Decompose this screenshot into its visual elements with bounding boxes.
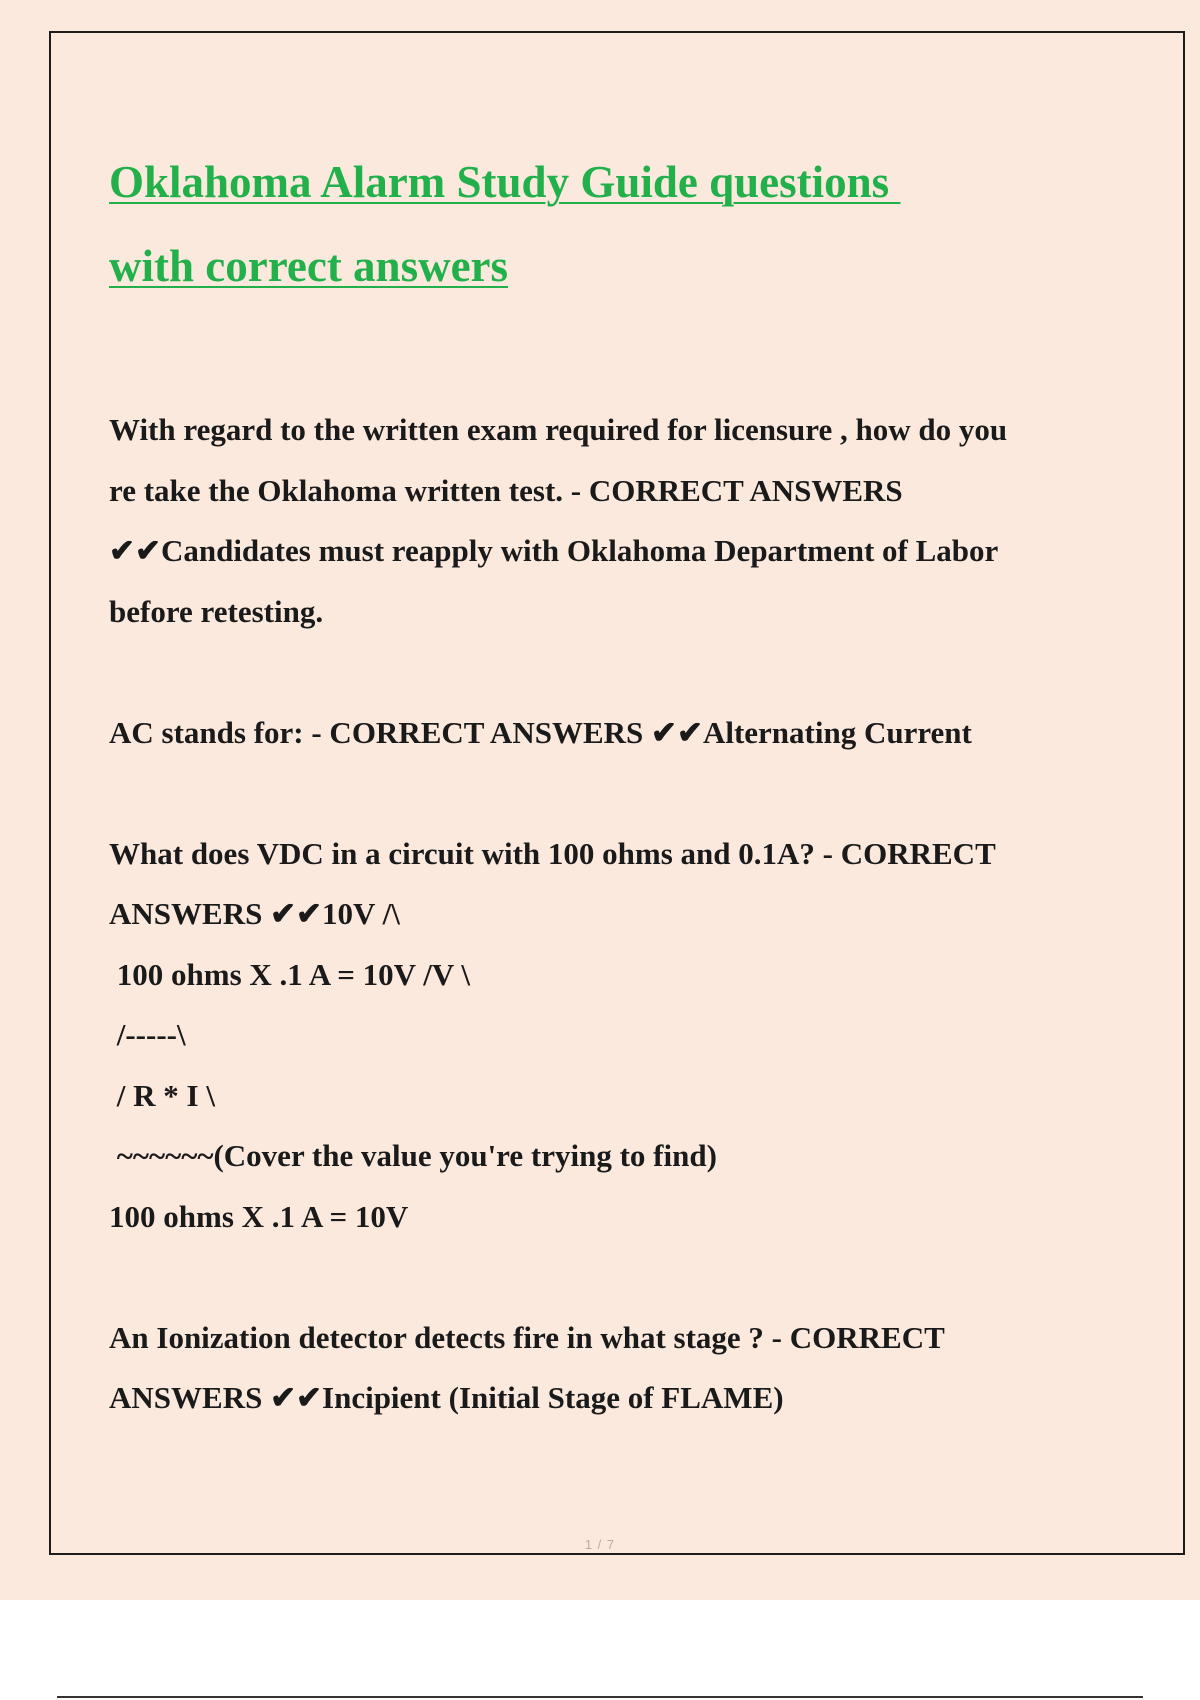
document-content (109, 140, 1069, 1489)
qa-line: 100 ohms X .1 A = 10V (109, 1198, 409, 1234)
qa-line: re take the Oklahoma written test. - CORRECT ANSWERS (109, 472, 903, 508)
qa-line: / R * I \ (109, 1077, 215, 1113)
qa-item-licensure-retest (109, 400, 1069, 642)
qa-item-ionization-detector (109, 1308, 1069, 1429)
qa-line: ~~~~~~(Cover the value you're trying to find) (109, 1138, 717, 1173)
qa-line: 100 ohms X .1 A = 10V /V \ (109, 956, 471, 992)
title-line-text: Oklahoma Alarm Study Guide questions (109, 157, 901, 207)
qa-line: before retesting. (109, 593, 324, 629)
title-line-text: with correct answers (109, 241, 509, 291)
qa-line: What does VDC in a circuit with 100 ohms and 0.1A? - CORRECT (109, 835, 996, 871)
qa-line: An Ionization detector detects fire in what stage ? - CORRECT (109, 1319, 945, 1355)
qa-line: ANSWERS ✔✔Incipient (Initial Stage of FLAME) (109, 1380, 784, 1415)
footer-divider (57, 1696, 1143, 1698)
qa-list (109, 400, 1069, 1429)
qa-item-ac-meaning (109, 703, 1069, 764)
qa-line: AC stands for: - CORRECT ANSWERS ✔✔Alternating Current (109, 714, 972, 750)
page-number: 1 / 7 (584, 1537, 616, 1552)
title-line (109, 224, 1069, 308)
title-line (109, 140, 1069, 224)
qa-item-vdc-calculation (109, 824, 1069, 1248)
qa-line: ✔✔Candidates must reapply with Oklahoma Department of Labor (109, 533, 999, 568)
qa-line: ANSWERS ✔✔10V /\ (109, 896, 400, 931)
qa-line: /-----\ (109, 1017, 186, 1052)
qa-line: With regard to the written exam required for licensure , how do you (109, 412, 1008, 447)
document-title (109, 140, 1069, 308)
